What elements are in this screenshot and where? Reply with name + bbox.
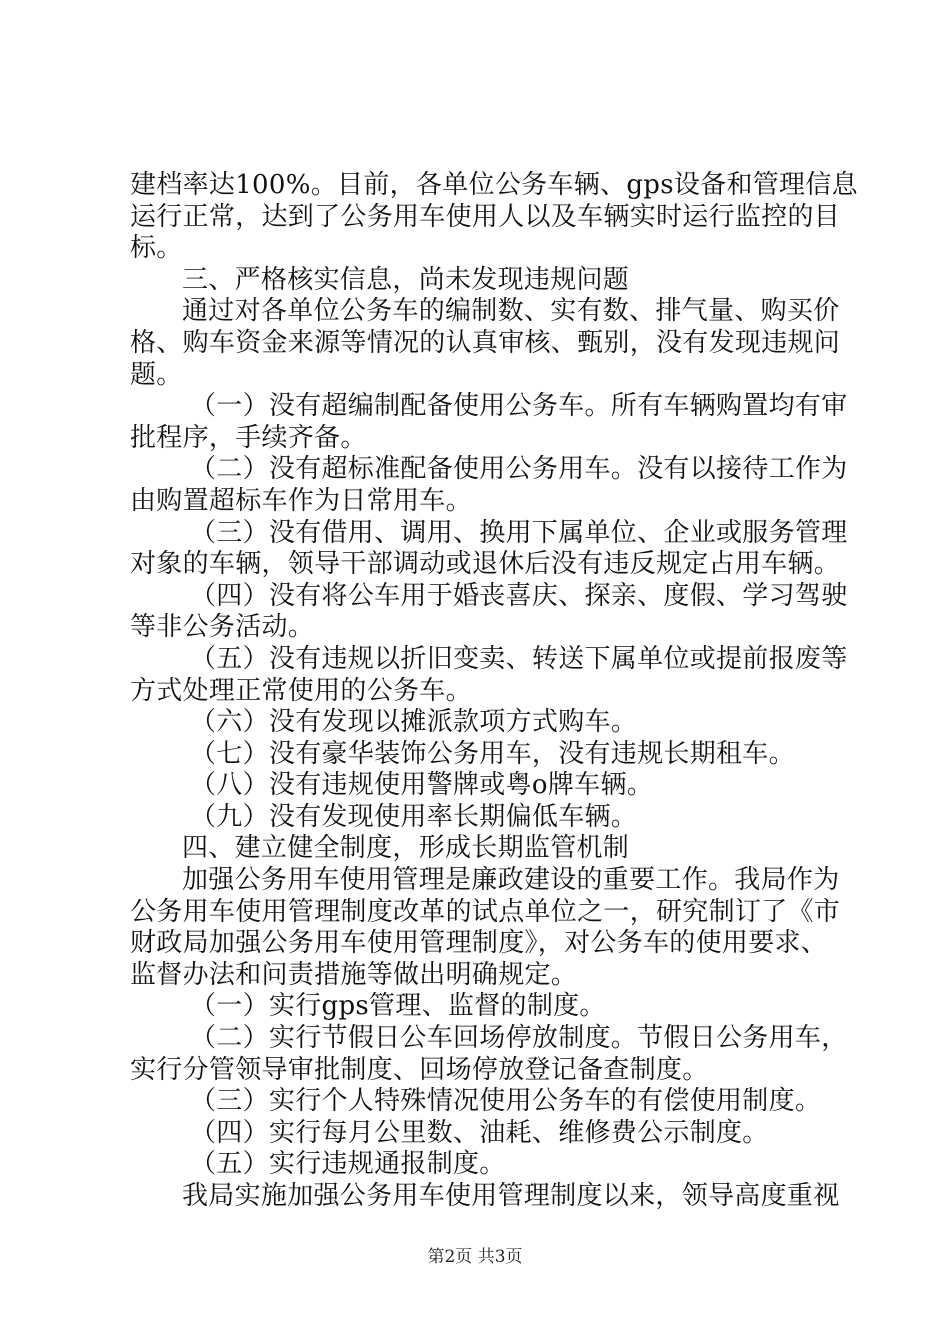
text-line: 运行正常，达到了公务用车使用人以及车辆实时运行监控的目 xyxy=(130,201,841,232)
section-heading: 三、严格核实信息，尚未发现违规问题 xyxy=(182,264,630,295)
text-line: 加强公务用车使用管理是廉政建设的重要工作。我局作为 xyxy=(182,865,840,896)
text-line: 题。 xyxy=(130,359,183,390)
list-item: （五）没有违规以折旧变卖、转送下属单位或提前报废等 xyxy=(190,643,848,674)
list-item: （四）没有将公车用于婚丧喜庆、探亲、度假、学习驾驶 xyxy=(190,580,848,611)
text-line: 实行分管领导审批制度、回场停放登记备查制度。 xyxy=(130,1054,709,1085)
list-item: （三）实行个人特殊情况使用公务车的有偿使用制度。 xyxy=(190,1086,822,1117)
list-item: （三）没有借用、调用、换用下属单位、企业或服务管理 xyxy=(190,517,848,548)
document-body xyxy=(130,170,858,1213)
text-line: 等非公务活动。 xyxy=(130,612,315,643)
list-item: （五）实行违规通报制度。 xyxy=(190,1149,506,1180)
text-line: 对象的车辆，领导干部调动或退休后没有违反规定占用车辆。 xyxy=(130,549,841,580)
list-item: （四）实行每月公里数、油耗、维修费公示制度。 xyxy=(190,1117,769,1148)
page-number: 第2页 共3页 xyxy=(427,1247,523,1267)
list-item: （七）没有豪华装饰公务用车，没有违规长期租车。 xyxy=(190,738,795,769)
text-line: 方式处理正常使用的公务车。 xyxy=(130,675,472,706)
list-item: （二）没有超标准配备使用公务用车。没有以接待工作为 xyxy=(190,454,848,485)
text-line: 建档率达100%。目前，各单位公务车辆、gps设备和管理信息 xyxy=(130,170,858,200)
list-item: （九）没有发现使用率长期偏低车辆。 xyxy=(190,801,638,832)
text-line: 监督办法和问责措施等做出明确规定。 xyxy=(130,959,578,990)
text-line: 财政局加强公务用车使用管理制度》，对公务车的使用要求、 xyxy=(130,928,828,959)
list-item: （八）没有违规使用警牌或粤o牌车辆。 xyxy=(190,770,654,801)
text-line: 公务用车使用管理制度改革的试点单位之一，研究制订了《市 xyxy=(130,896,841,927)
list-item: （二）实行节假日公车回场停放制度。节假日公务用车， xyxy=(190,1023,848,1054)
text-line: 标。 xyxy=(130,233,183,264)
text-line: 通过对各单位公务车的编制数、实有数、排气量、购买价 xyxy=(182,296,840,327)
text-line: 批程序，手续齐备。 xyxy=(130,422,367,453)
text-line: 格、购车资金来源等情况的认真审核、甄别，没有发现违规问 xyxy=(130,327,841,358)
section-heading: 四、建立健全制度，形成长期监管机制 xyxy=(182,833,630,864)
list-item: （六）没有发现以摊派款项方式购车。 xyxy=(190,707,638,738)
list-item: （一）没有超编制配备使用公务车。所有车辆购置均有审 xyxy=(190,391,848,422)
text-line: 我局实施加强公务用车使用管理制度以来，领导高度重视 xyxy=(182,1181,840,1211)
list-item: （一）实行gps管理、监督的制度。 xyxy=(190,991,606,1022)
text-line: 由购置超标车作为日常用车。 xyxy=(130,485,472,516)
